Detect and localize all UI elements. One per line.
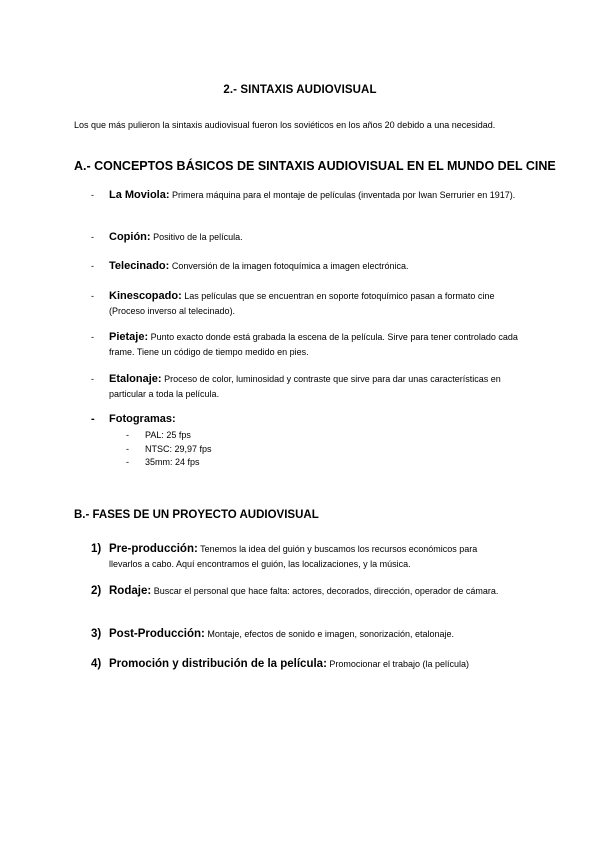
term: Copión: <box>109 231 151 243</box>
item-body <box>109 542 509 572</box>
item-number: 2) <box>91 585 102 597</box>
term: Pietaje: <box>109 331 149 343</box>
term: Telecinado: <box>109 260 170 272</box>
definition: Proceso de color, luminosidad y contraste que sirve para dar unas características en particular a toda la película. <box>109 374 501 399</box>
page-title: 2.- SINTAXIS AUDIOVISUAL <box>223 84 377 96</box>
bullet: - <box>91 261 94 271</box>
item-body <box>109 657 539 672</box>
definition: Tenemos la idea del guión y buscamos los recursos económicos para llevarlos a cabo. Aquí encontramos el guión, las localizaciones, y la música. <box>109 544 478 569</box>
intro-paragraph: Los que más pulieron la sintaxis audiovisual fueron los soviéticos en los años 20 debido a una necesidad. <box>74 120 496 130</box>
sub-item-text: 35mm: 24 fps <box>145 457 200 467</box>
term: Pre-producción: <box>109 543 198 555</box>
item-body <box>109 259 529 274</box>
term: Kinescopado: <box>109 290 182 302</box>
section-b-heading: B.- FASES DE UN PROYECTO AUDIOVISUAL <box>74 509 319 521</box>
bullet: - <box>126 457 129 467</box>
item-body <box>109 330 529 360</box>
definition: Montaje, efectos de sonido e imagen, sonorización, etalonaje. <box>207 629 455 639</box>
item-body <box>109 412 529 427</box>
item-body <box>109 372 529 402</box>
bullet: - <box>91 413 95 425</box>
term: Etalonaje: <box>109 373 162 385</box>
sub-item-text: PAL: 25 fps <box>145 430 191 440</box>
definition: Punto exacto donde está grabada la escena de la película. Sirve para tener controlado cada frame. Tiene un código de tiempo medido en pies. <box>109 332 518 357</box>
item-body <box>109 230 529 245</box>
sub-item-text: NTSC: 29,97 fps <box>145 444 212 454</box>
item-body <box>109 188 529 203</box>
term: La Moviola: <box>109 189 170 201</box>
bullet: - <box>126 430 129 440</box>
definition: Positivo de la película. <box>153 232 243 242</box>
bullet: - <box>91 374 94 384</box>
term: Promoción y distribución de la película: <box>109 658 327 670</box>
item-body <box>109 584 509 599</box>
item-number: 3) <box>91 628 102 640</box>
bullet: - <box>91 332 94 342</box>
section-a-heading: A.- CONCEPTOS BÁSICOS DE SINTAXIS AUDIOVISUAL EN EL MUNDO DEL CINE <box>74 159 556 173</box>
bullet: - <box>126 444 129 454</box>
item-body <box>109 289 529 319</box>
definition: Las películas que se encuentran en soporte fotoquímico pasan a formato cine (Proceso inverso al telecinado). <box>109 291 495 316</box>
item-number: 1) <box>91 543 102 555</box>
item-body <box>109 627 509 642</box>
term: Post-Producción: <box>109 628 205 640</box>
term: Rodaje: <box>109 585 152 597</box>
term: Fotogramas: <box>109 413 176 425</box>
definition: Buscar el personal que hace falta: actores, decorados, dirección, operador de cámara. <box>153 586 499 596</box>
definition: Primera máquina para el montaje de películas (inventada por Iwan Serrurier en 1917). <box>172 190 516 200</box>
item-number: 4) <box>91 658 102 670</box>
bullet: - <box>91 291 94 301</box>
bullet: - <box>91 190 94 200</box>
bullet: - <box>91 232 94 242</box>
definition: Conversión de la imagen fotoquímica a imagen electrónica. <box>171 261 409 271</box>
definition: Promocionar el trabajo (la película) <box>329 659 469 669</box>
